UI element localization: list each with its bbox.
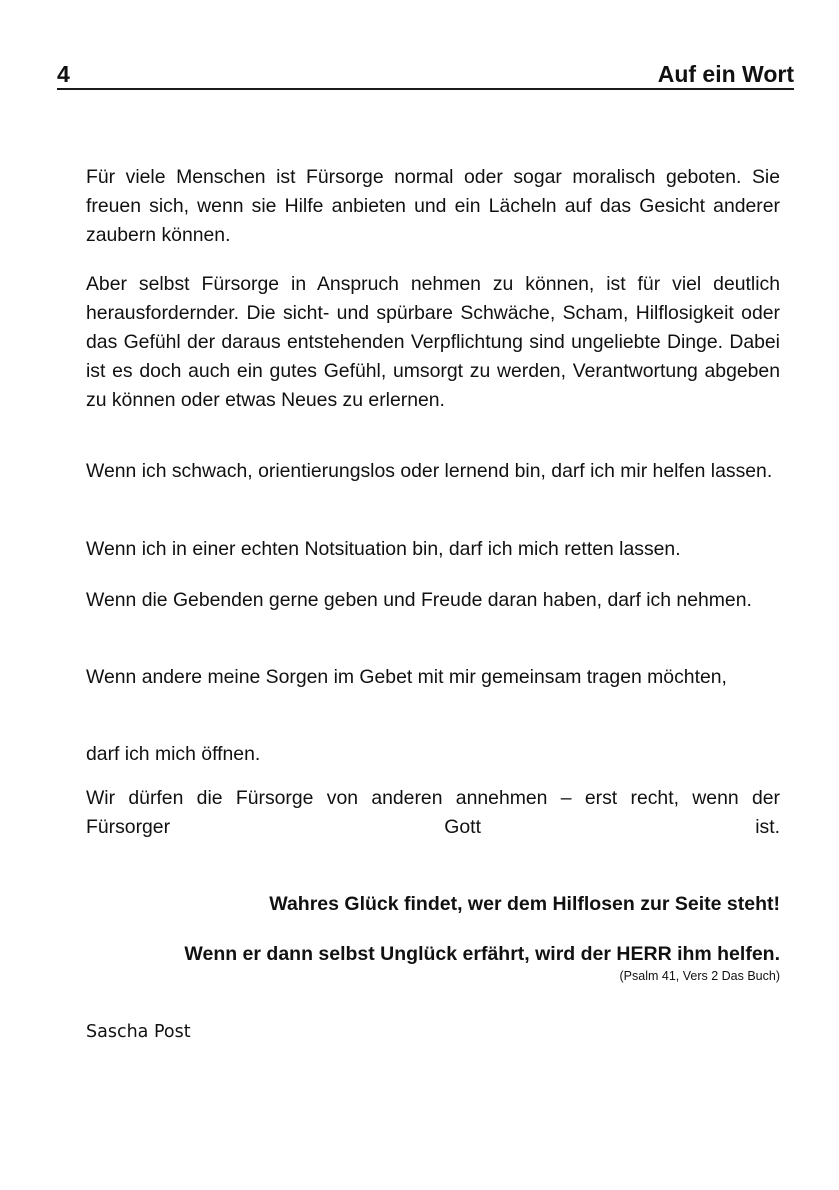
paragraph-weak: Wenn ich schwach, orientierungslos oder lernend bin, darf ich mir helfen lassen. xyxy=(86,460,773,482)
page-number: 4 xyxy=(57,61,70,87)
author-name: Sascha Post xyxy=(86,1022,191,1042)
quote-line-1: Wahres Glück findet, wer dem Hilflosen zur Seite steht! xyxy=(269,893,780,915)
paragraph-challenge: Aber selbst Fürsorge in Anspruch nehmen zu können, ist für viel deutlich herausfordernder. Die sicht- und spürbare Schwäche, Scham, Hilflosigkeit oder das Gefühl der daraus entstehenden Verpflichtung sind ungeliebte Dinge. Dabei ist es doch auch ein gutes Gefühl, umsorgt zu werden, Verantwortung abgeben zu können oder etwas Neues zu erlernen. xyxy=(86,273,780,411)
paragraph-conclusion: Wir dürfen die Fürsorge von anderen annehmen – erst recht, wenn der Fürsorger Gott ist. xyxy=(86,787,780,838)
paragraph-prayer: Wenn andere meine Sorgen im Gebet mit mir gemeinsam tragen möchten, xyxy=(86,666,727,688)
paragraph-intro: Für viele Menschen ist Fürsorge normal oder sogar moralisch geboten. Sie freuen sich, wenn sie Hilfe anbieten und ein Lächeln auf das Gesicht anderer zaubern können. xyxy=(86,166,780,246)
paragraph-rescue: Wenn ich in einer echten Notsituation bin, darf ich mich retten lassen. xyxy=(86,538,681,560)
page-header xyxy=(57,60,794,90)
quote-line-2: Wenn er dann selbst Unglück erfährt, wird der HERR ihm helfen. xyxy=(184,943,780,965)
paragraph-open: darf ich mich öffnen. xyxy=(86,743,261,765)
section-title: Auf ein Wort xyxy=(657,61,794,87)
quote-source: (Psalm 41, Vers 2 Das Buch) xyxy=(619,969,780,983)
paragraph-giving: Wenn die Gebenden gerne geben und Freude daran haben, darf ich nehmen. xyxy=(86,589,752,611)
